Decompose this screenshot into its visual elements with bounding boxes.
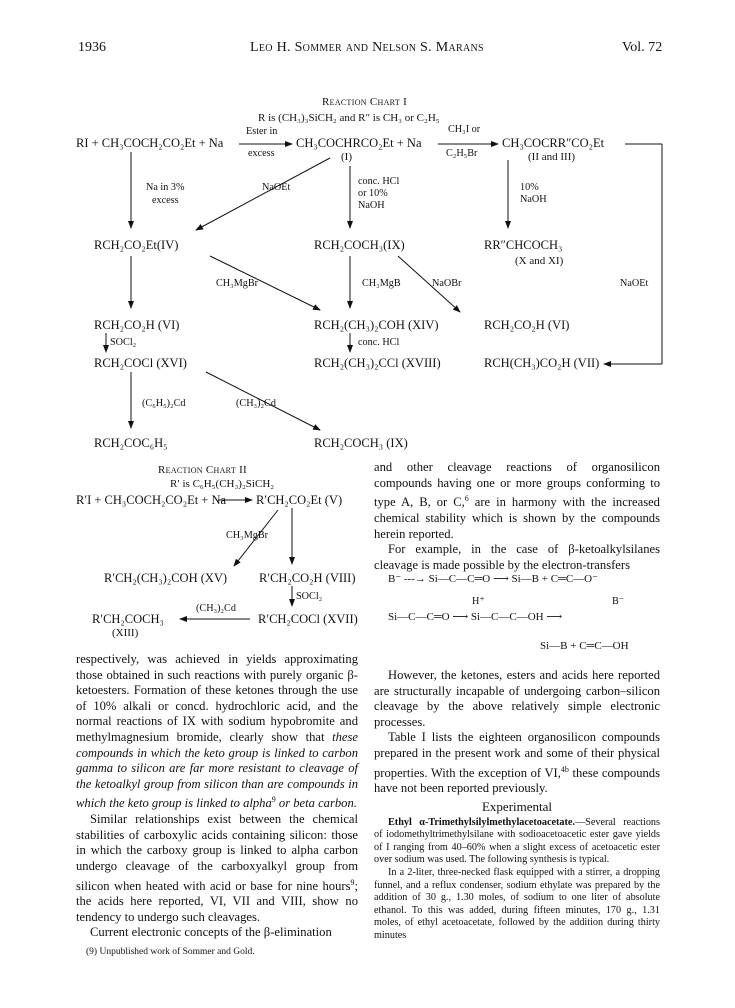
right-paragraph-1: and other cleavage reactions of organosilicon compounds having one or more groups conforming to type A, B, or C,$^6$ are in harmony with the increased chemical stability which is shown by the compounds herein reported.: [374, 460, 660, 541]
chart1-naoet: NaOEt: [262, 182, 291, 193]
chart1-title: Reaction Chart I: [322, 96, 408, 108]
chart2-r3-a-num: (XIII): [112, 627, 139, 639]
volume-label: Vol. 72: [622, 40, 663, 55]
chart1-reagent-bottom: C₂H₅Br: [446, 148, 478, 159]
right-column-lower: [374, 668, 660, 942]
chart2-r3-a: R′CH₂COCH₃: [92, 612, 164, 626]
right-column: [374, 460, 660, 573]
chart2-r3-b: R′CH₂COCl (XVII): [258, 612, 358, 626]
chart1-socl2: SOCl₂: [110, 337, 137, 348]
chart1-hcl-b: or 10%: [358, 188, 388, 199]
chart1-r2-c-num: (X and XI): [515, 255, 564, 267]
chart1-excess-label: excess: [248, 148, 275, 159]
equation-2-h: H⁺: [472, 596, 485, 607]
chart2-socl2: SOCl₂: [296, 591, 323, 602]
equation-1: B⁻ ---→ Si—C—C═O ⟶ Si—B + C═C—O⁻: [388, 573, 598, 585]
chart1-r4-b: RCH₂(CH₃)₂CCl (XVIII): [314, 356, 441, 370]
chart1-naoh-a: 10%: [520, 182, 539, 193]
chart1-r4-c: RCH(CH₃)CO₂H (VII): [484, 356, 600, 370]
chart2-mgbr: CH₃MgBr: [226, 530, 269, 541]
chart1-r3-a: RCH₂CO₂H (VI): [94, 318, 180, 332]
chart1-naoh-b: NaOH: [520, 194, 547, 205]
chart2-title: Reaction Chart II: [158, 464, 248, 476]
arrow-iv-xiv: [210, 256, 320, 310]
chart2-cd: (CH₃)₂Cd: [196, 603, 236, 614]
chart1-cd1: (C₆H₅)₂Cd: [142, 398, 186, 409]
chart2-r2-b: R′CH₂CO₂H (VIII): [259, 571, 356, 585]
chart1-mgbr2: CH₃MgB: [362, 278, 401, 289]
chart2-subtitle: R′ is C₆H₅(CH₃)₂SiCH₂: [170, 478, 275, 490]
chart1-naobr: NaOBr: [432, 278, 462, 289]
chart1-r5-b: RCH₂COCH₃ (IX): [314, 436, 408, 450]
chart1-r2-b: RCH₂COCH₃(IX): [314, 238, 405, 252]
equation-2: Si—C—C═O ⟶ Si—C—C—OH ⟶: [388, 611, 563, 623]
chart1-r3-c: RCH₂CO₂H (VI): [484, 318, 570, 332]
chart1-mgbr1: CH₃MgBr: [216, 278, 259, 289]
chart1-r2-c: RR″CHCOCH₃: [484, 238, 563, 252]
arrow-naoet-diag: [196, 158, 330, 230]
right-paragraph-2: For example, in the case of β-ketoalkylsilanes cleavage is made possible by the electron-transfers: [374, 542, 660, 572]
chart2-row1: R′I + CH₃COCH₂CO₂Et + Na: [76, 493, 227, 507]
experimental-paragraph-1: Ethyl α-Trimethylsilylmethylacetoacetate.—Several reactions of iodomethyltrimethylsilane with sodioacetoacetic ester gave yields of I ranging from 40–60% when a slight excess of acetoacetic ester over sodium was used. The following synthesis is typical.: [374, 816, 660, 866]
chart1-na3-b: excess: [152, 195, 179, 206]
arrow-c2-v-xv: [234, 510, 278, 566]
chart1-cd2: (CH₃)₂Cd: [236, 398, 276, 409]
chart1-r3-b: RCH₂(CH₃)₂COH (XIV): [314, 318, 439, 332]
chart1-subtitle: R is (CH₃)₃SiCH₂ and R″ is CH₃ or C₂H₅: [258, 112, 440, 124]
arrow-ix-vi: [398, 256, 460, 312]
page-number: 1936: [78, 40, 106, 55]
arrow-xvi-ix: [206, 372, 320, 430]
chart1-naoet-right: NaOEt: [620, 278, 649, 289]
chart1-r2-a: RCH₂CO₂Et(IV): [94, 238, 179, 252]
chart1-row1-left: RI + CH₃COCH₂CO₂Et + Na: [76, 136, 224, 150]
chart1-row1-mid-num: (I): [341, 151, 352, 163]
section-heading: Experimental: [481, 798, 553, 814]
chart2-r2-a: R′CH₂(CH₃)₂COH (XV): [104, 571, 228, 585]
chart1-row1-mid: CH₃COCHRCO₂Et + Na: [296, 136, 422, 150]
left-paragraph-3: Current electronic concepts of the β-elimination: [90, 925, 332, 940]
chart1-row1-right-num: (II and III): [528, 151, 576, 163]
left-paragraph-1: respectively, was achieved in yields approximating those obtained in such reactions with purely organic β-ketoesters. Formation of these ketones through the use of 10% alkali or concd. hydrochloric acid, and the normal reactions of IX with sodium hypobromite and methylmagnesium bromide, clearly show that these compounds in which the keto group is linked to carbon gamma to silicon are far more resistant to cleavage of the ketoalkyl group from silicon than are compounds in which the keto group is linked to alpha$^9$ or beta carbon.: [76, 652, 358, 811]
equation-3: Si—B + C═C—OH: [540, 640, 629, 652]
right-paragraph-3: However, the ketones, esters and acids here reported are structurally incapable of undergoing carbon–silicon cleavage by the above relatively simple electronic processes.: [374, 668, 660, 729]
chart1-conc-hcl: conc. HCl: [358, 337, 400, 348]
right-paragraph-4: Table I lists the eighteen organosilicon compounds prepared in the present work and some of their physical properties. With the exception of VI,$^{4b}$ these compounds have not been reported previously.: [374, 730, 660, 796]
equation-2-b: B⁻: [612, 596, 625, 607]
chart2-row1-product: R′CH₂CO₂Et (V): [256, 493, 343, 507]
experimental-paragraph-2: In a 2-liter, three-necked flask equipped with a stirrer, a dropping funnel, and a reflux condenser, sodium ethylate was prepared by the addition of 30 g., 1.30 moles, of sodium to one liter of absolute ethanol. To this was added, during fifteen minutes, 170 g., 1.31 moles, of ethyl acetoacetate, followed by the addition during thirty minutes: [374, 866, 660, 941]
chart1-hcl-c: NaOH: [358, 200, 385, 211]
chart1-r4-a: RCH₂COCl (XVI): [94, 356, 187, 370]
chart1-ester-label: Ester in: [246, 126, 278, 137]
left-paragraph-2: Similar relationships exist between the chemical stabilities of carboxylic acids containing silicon: those in which the carboxy group is linked to alpha carbon undergo cleavage of the carboxyalkyl group from silicon when heated with acid or base for nine hours$^9$; the acids here reported, VI, VII and VIII, show no tendency to undergo such cleavages.: [76, 812, 358, 924]
footnote: (9) Unpublished work of Sommer and Gold.: [86, 947, 255, 958]
chart1-reagent-top: CH₃I or: [448, 124, 481, 135]
chart1-na3-a: Na in 3%: [146, 182, 185, 193]
chart1-row1-right: CH₃COCRR″CO₂Et: [502, 136, 605, 150]
running-head-authors: Leo H. Sommer and Nelson S. Marans: [250, 40, 484, 55]
chart1-r5-a: RCH₂COC₆H₅: [94, 436, 168, 450]
chart1-hcl-a: conc. HCl: [358, 176, 400, 187]
left-column: [76, 652, 358, 961]
